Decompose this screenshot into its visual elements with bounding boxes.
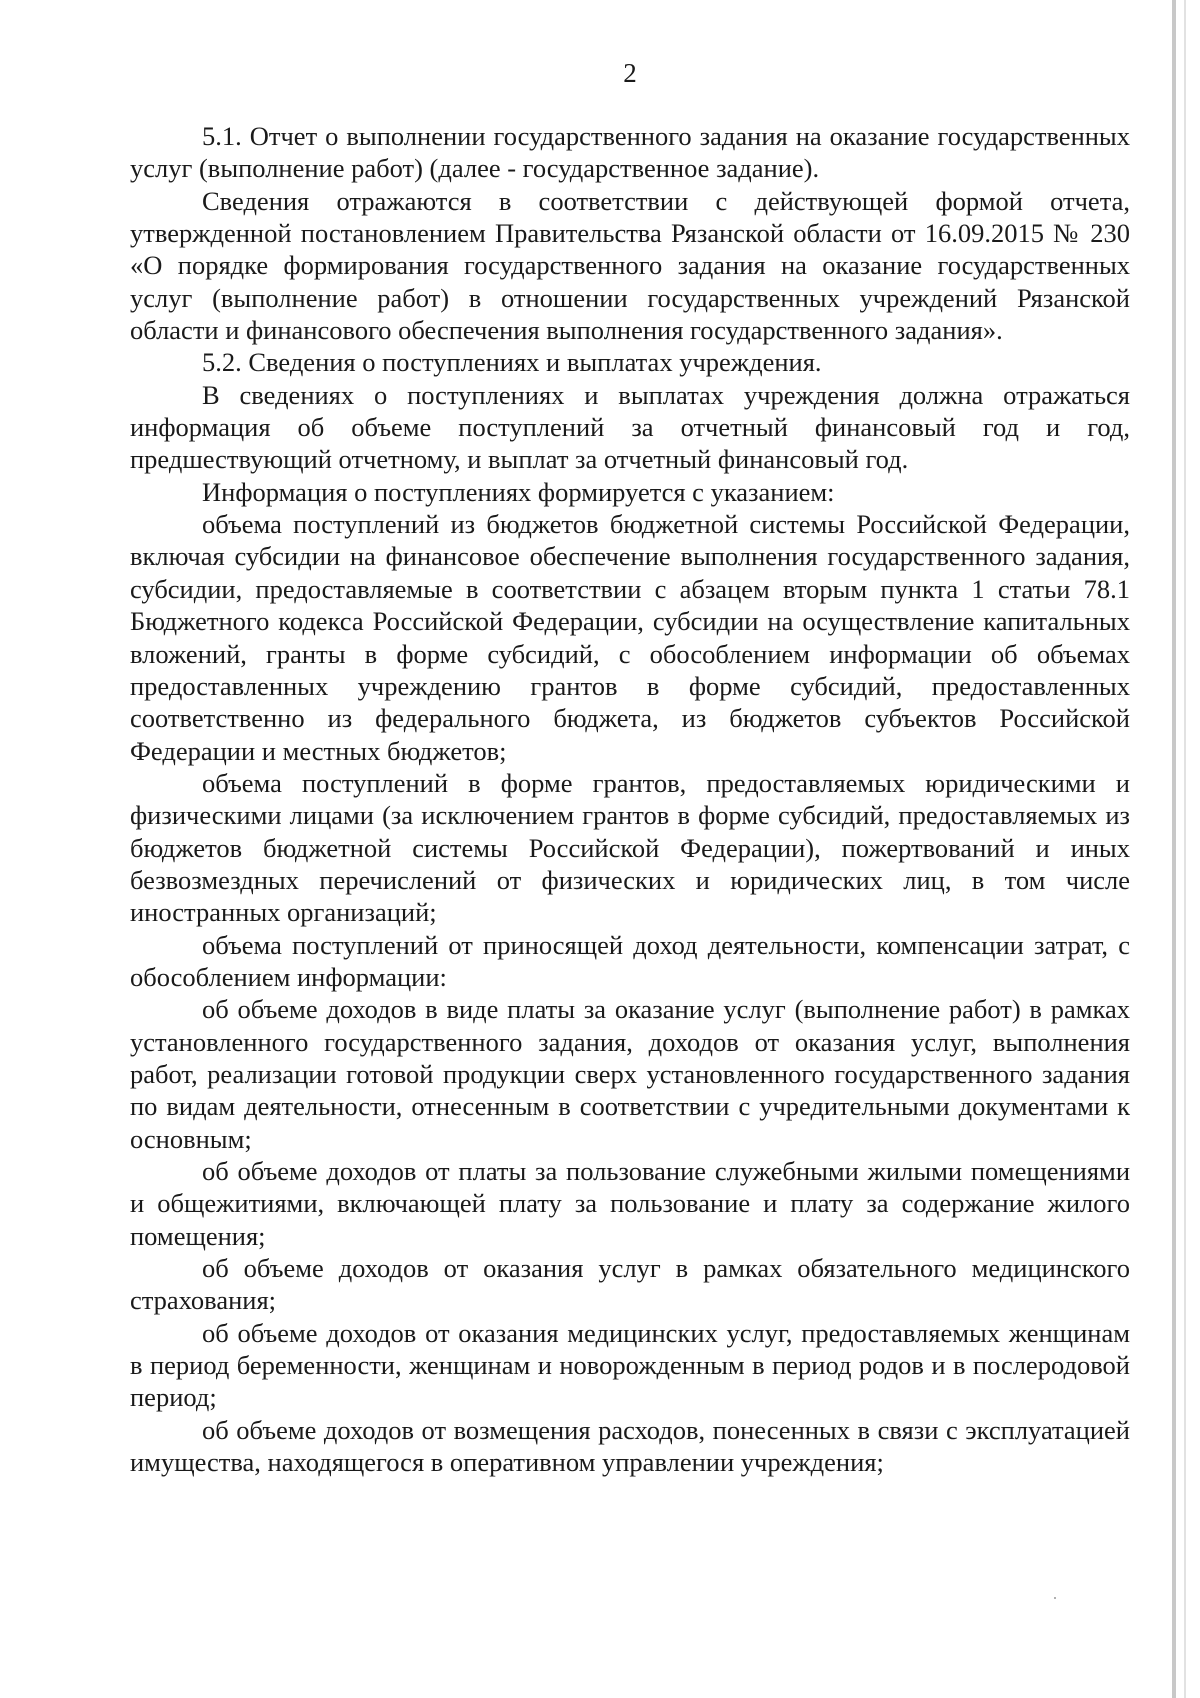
paragraph-budget-receipts: объема поступлений из бюджетов бюджетной системы Российской Федерации, включая субсидии на финансовое обеспечение выполнения государственного задания, субсидии, предоставляемые в соответствии с абзацем вторым пункта 1 статьи 78.1 Бюджетного кодекса Российской Федерации, субсидии на осуществление капитальных вложений, гранты в форме субсидий, с обособлением информации об объемах предоставленных учреждению грантов в форме субсидий, предоставленных соответственно из федерального бюджета, из бюджетов субъектов Российской Федерации и местных бюджетов;	[130, 509, 1130, 766]
paragraph-5-2: 5.2. Сведения о поступлениях и выплатах учреждения.	[202, 347, 822, 378]
document-body	[130, 120, 1130, 1478]
scan-edge-line-secondary	[1184, 0, 1186, 1698]
paragraph-receipts-intro: Информация о поступлениях формируется с указанием:	[202, 476, 835, 507]
paragraph-services-income: об объеме доходов в виде платы за оказание услуг (выполнение работ) в рамках установленного государственного задания, доходов от оказания услуг, выполнения работ, реализации готовой продукции сверх установленного государственного задания по видам деятельности, отнесенным в соответствии с учредительными документами к основным;	[130, 994, 1130, 1154]
page-number: 2	[623, 58, 637, 88]
paragraph-maternity-income: об объеме доходов от оказания медицинских услуг, предоставляемых женщинам в период беременности, женщинам и новорожденным в период родов и в послеродовой период;	[130, 1317, 1130, 1413]
scan-speck	[1054, 1597, 1056, 1599]
paragraph-5-1: 5.1. Отчет о выполнении государственного задания на оказание государственных услуг (выполнение работ) (далее - государственное задание).	[130, 121, 1130, 184]
paragraph-receipts-info: В сведениях о поступлениях и выплатах учреждения должна отражаться информация об объеме поступлений за отчетный финансовый год и год, предшествующий отчетному, и выплат за отчетный финансовый год.	[130, 379, 1130, 475]
paragraph-form-reference: Сведения отражаются в соответствии с действующей формой отчета, утвержденной постановлением Правительства Рязанской области от 16.09.2015 № 230 «О порядке формирования государственного задания на оказание государственных услуг (выполнение работ) в отношении государственных учреждений Рязанской области и финансового обеспечения выполнения государственного задания».	[130, 185, 1130, 346]
scan-edge-line	[1172, 0, 1176, 1698]
paragraph-property-income: об объеме доходов от возмещения расходов, понесенных в связи с эксплуатацией имущества, находящегося в оперативном управлении учреждения;	[130, 1414, 1130, 1478]
paragraph-insurance-income: об объеме доходов от оказания услуг в рамках обязательного медицинского страхования;	[130, 1253, 1130, 1316]
paragraph-income-receipts: объема поступлений от приносящей доход деятельности, компенсации затрат, с обособлением информации:	[130, 929, 1130, 992]
paragraph-grants-receipts: объема поступлений в форме грантов, предоставляемых юридическими и физическими лицами (за исключением грантов в форме субсидий, предоставляемых из бюджетов бюджетной системы Российской Федерации), пожертвований и иных безвозмездных перечислений от физических и юридических лиц, в том числе иностранных организаций;	[130, 767, 1130, 928]
paragraph-housing-income: об объеме доходов от платы за пользование служебными жилыми помещениями и общежитиями, включающей плату за пользование и плату за содержание жилого помещения;	[130, 1156, 1130, 1251]
